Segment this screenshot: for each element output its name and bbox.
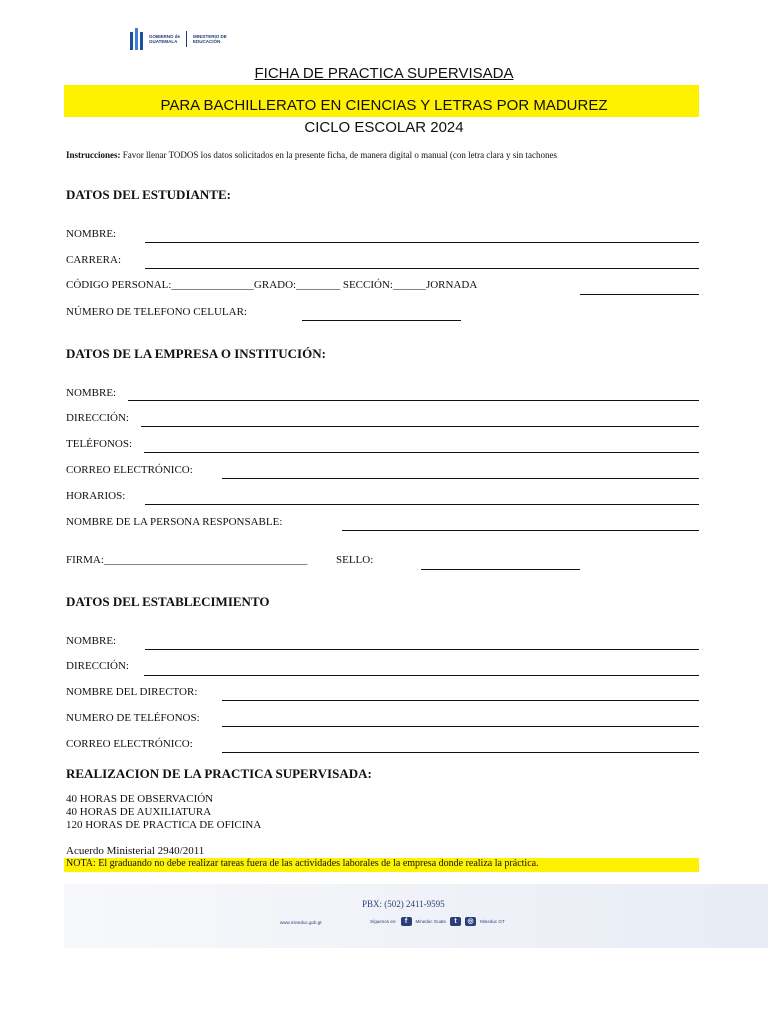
footer-band xyxy=(64,884,768,948)
practice-hours-list xyxy=(66,793,261,832)
company-address-field[interactable] xyxy=(141,426,699,427)
student-name-field[interactable] xyxy=(145,242,699,243)
school-email-field[interactable] xyxy=(222,752,699,753)
company-seal-field[interactable] xyxy=(421,569,580,570)
facebook-handle: Mineduc Guate xyxy=(415,919,447,924)
company-name-field[interactable] xyxy=(128,400,699,401)
company-signature-field[interactable]: FIRMA:_____________________________________ xyxy=(66,554,308,566)
company-phones-label: TELÉFONOS: xyxy=(66,438,132,450)
company-responsible-label: NOMBRE DE LA PERSONA RESPONSABLE: xyxy=(66,516,283,528)
instagram-icon: ◎ xyxy=(465,917,476,926)
student-code-grade-section-row[interactable]: CÓDIGO PERSONAL:_______________GRADO:________ SECCIÓN:______JORNADA xyxy=(66,279,478,291)
company-name-label: NOMBRE: xyxy=(66,387,117,399)
practice-section-heading: REALIZACION DE LA PRACTICA SUPERVISADA: xyxy=(66,766,372,781)
school-name-field[interactable] xyxy=(145,649,699,650)
footer-website: www.mineduc.gob.gt xyxy=(280,920,322,925)
note-text: NOTA: El graduando no debe realizar tareas fuera de las actividades laborales de la empresa donde realiza la práctica. xyxy=(66,858,539,869)
company-email-field[interactable] xyxy=(222,478,699,479)
student-section-heading: DATOS DEL ESTUDIANTE: xyxy=(66,187,231,202)
list-item: 40 HORAS DE OBSERVACIÓN xyxy=(66,793,214,805)
company-phones-field[interactable] xyxy=(144,452,699,453)
twitter-icon: t xyxy=(450,917,461,926)
school-cycle: CICLO ESCOLAR 2024 xyxy=(304,119,464,136)
school-address-label: DIRECCIÓN: xyxy=(66,660,129,672)
company-seal-label: SELLO: xyxy=(336,554,374,566)
school-name-label: NOMBRE: xyxy=(66,635,117,647)
ministry-logo xyxy=(130,28,227,50)
company-responsible-field[interactable] xyxy=(342,530,699,531)
school-email-label: CORREO ELECTRÓNICO: xyxy=(66,738,193,750)
footer-phone: PBX: (502) 2411-9595 xyxy=(362,899,445,909)
form-title: FICHA DE PRACTICA SUPERVISADA xyxy=(254,65,514,82)
logo-ministry-text: MINISTERIO DE EDUCACIÓN xyxy=(193,34,227,44)
school-address-field[interactable] xyxy=(144,675,699,676)
school-director-field[interactable] xyxy=(222,700,699,701)
company-address-label: DIRECCIÓN: xyxy=(66,412,129,424)
agreement-reference: Acuerdo Ministerial 2940/2011 xyxy=(66,845,205,857)
flag-bars-icon xyxy=(130,28,143,50)
company-hours-field[interactable] xyxy=(145,504,699,505)
list-item: 40 HORAS DE AUXILIATURA xyxy=(66,806,212,818)
student-name-label: NOMBRE: xyxy=(66,228,117,240)
follow-label: Síguenos en: xyxy=(370,919,397,924)
company-hours-label: HORARIOS: xyxy=(66,490,126,502)
form-subtitle: PARA BACHILLERATO EN CIENCIAS Y LETRAS POR MADUREZ xyxy=(160,97,608,114)
footer-social xyxy=(370,917,505,926)
logo-divider xyxy=(186,31,187,47)
school-director-label: NOMBRE DEL DIRECTOR: xyxy=(66,686,198,698)
school-phones-label: NUMERO DE TELÉFONOS: xyxy=(66,712,200,724)
student-phone-label: NÚMERO DE TELEFONO CELULAR: xyxy=(66,306,247,318)
student-phone-field[interactable] xyxy=(302,320,461,321)
company-section-heading: DATOS DE LA EMPRESA O INSTITUCIÓN: xyxy=(66,346,326,361)
list-item: 120 HORAS DE PRACTICA DE OFICINA xyxy=(66,819,262,831)
student-career-field[interactable] xyxy=(145,268,699,269)
instructions: Instrucciones: Favor llenar TODOS los datos solicitados en la presente ficha, de manera digital o manual (con letra clara y sin tachones xyxy=(66,150,558,160)
school-phones-field[interactable] xyxy=(222,726,699,727)
student-career-label: CARRERA: xyxy=(66,254,122,266)
student-schedule-field[interactable] xyxy=(580,294,699,295)
school-section-heading: DATOS DEL ESTABLECIMIENTO xyxy=(66,594,270,609)
logo-government-text: GOBIERNO de GUATEMALA xyxy=(149,34,181,44)
company-email-label: CORREO ELECTRÓNICO: xyxy=(66,464,193,476)
twitter-instagram-handle: Mineduc GT xyxy=(480,919,505,924)
facebook-icon: f xyxy=(401,917,412,926)
